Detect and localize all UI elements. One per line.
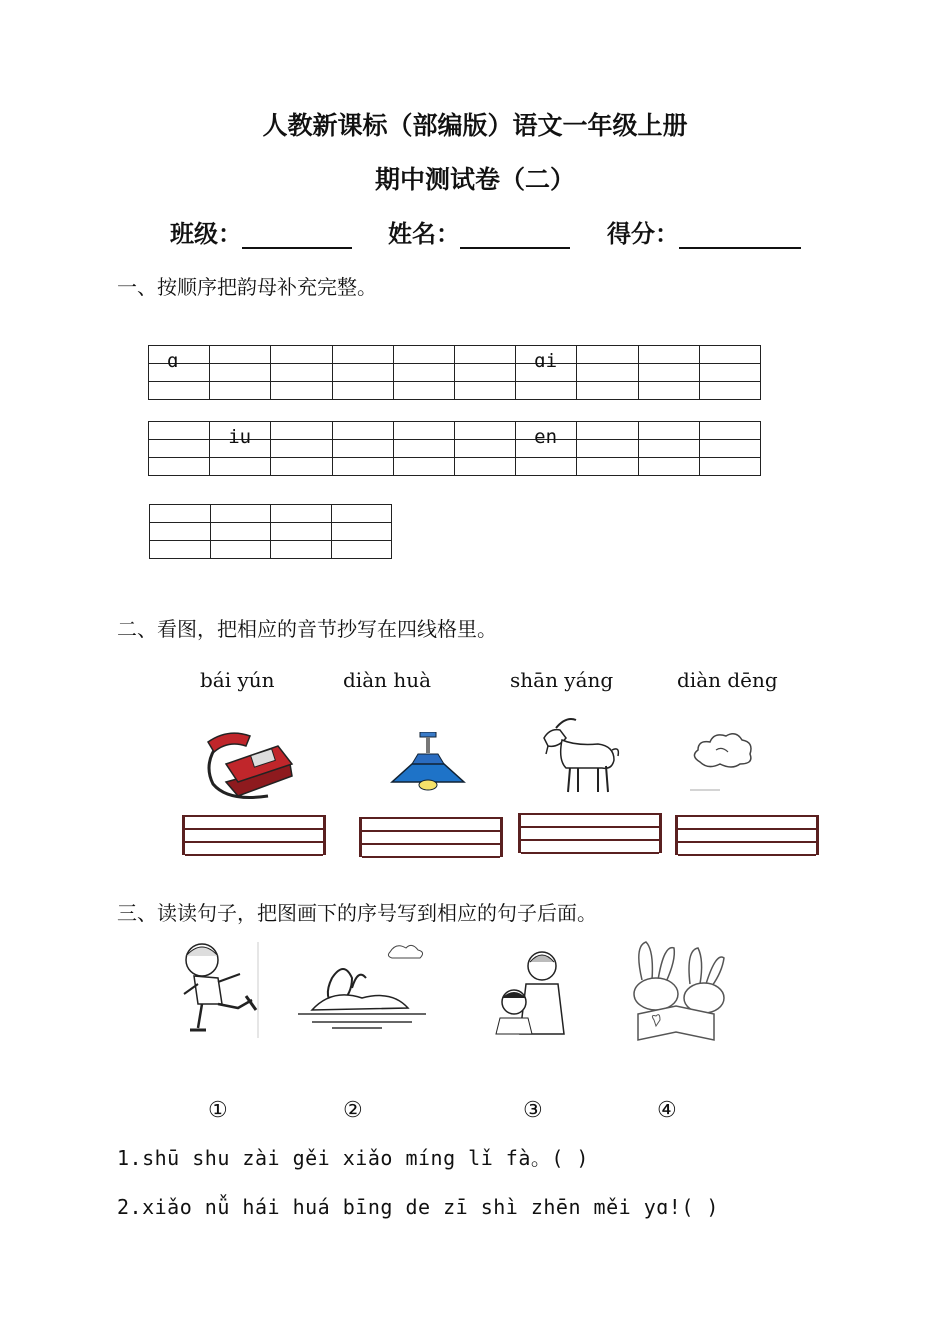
grid-cell[interactable] bbox=[516, 346, 577, 372]
fourline-grid-2[interactable] bbox=[359, 817, 503, 857]
grid-cell[interactable] bbox=[271, 505, 332, 523]
grid-cell[interactable] bbox=[149, 346, 210, 372]
picture-number-3: ③ bbox=[523, 1098, 543, 1123]
pinyin-shan-yang: shān yáng bbox=[510, 668, 614, 692]
cell-text: en bbox=[534, 426, 558, 448]
grid-cell[interactable] bbox=[577, 422, 638, 440]
barber-icon bbox=[492, 944, 582, 1036]
class-blank[interactable] bbox=[242, 221, 352, 249]
pinyin-dian-hua: diàn huà bbox=[343, 668, 432, 692]
grid-cell[interactable] bbox=[638, 346, 699, 364]
class-field bbox=[170, 214, 352, 249]
score-field bbox=[607, 214, 801, 249]
score-label: 得分： bbox=[607, 220, 679, 248]
swan-icon bbox=[292, 938, 432, 1032]
skater-icon bbox=[172, 938, 262, 1044]
grid-cell[interactable] bbox=[454, 422, 515, 440]
grid-cell[interactable] bbox=[454, 346, 515, 364]
grid-cell[interactable] bbox=[638, 422, 699, 440]
grid-cell[interactable] bbox=[210, 505, 271, 523]
cell-text: iu bbox=[228, 426, 252, 448]
fourline-grid-3[interactable] bbox=[518, 813, 662, 853]
pinyin-dian-deng: diàn dēng bbox=[677, 668, 778, 692]
cloud-icon bbox=[688, 726, 758, 792]
grid-cell[interactable] bbox=[210, 422, 271, 448]
name-blank[interactable] bbox=[460, 221, 570, 249]
vowel-grid-row1 bbox=[148, 345, 761, 400]
grid-cell[interactable] bbox=[393, 422, 454, 440]
grid-cell[interactable] bbox=[271, 346, 332, 364]
grid-cell[interactable] bbox=[332, 422, 393, 440]
grid-cell[interactable] bbox=[516, 422, 577, 448]
fourline-grid-4[interactable] bbox=[675, 815, 819, 855]
cell-text: ɑ bbox=[167, 350, 179, 372]
section3-heading: 三、读读句子，把图画下的序号写到相应的句子后面。 bbox=[117, 901, 597, 925]
grid-cell[interactable] bbox=[577, 346, 638, 364]
score-blank[interactable] bbox=[679, 221, 801, 249]
lamp-icon bbox=[388, 732, 468, 796]
rabbits-reading-icon bbox=[624, 936, 730, 1044]
grid-cell[interactable] bbox=[699, 422, 760, 440]
page-subtitle: 期中测试卷（二） bbox=[374, 165, 575, 194]
name-field bbox=[388, 214, 570, 249]
fourline-grid-1[interactable] bbox=[182, 815, 326, 855]
picture-number-2: ② bbox=[343, 1098, 363, 1123]
cell-text: ɑi bbox=[534, 350, 558, 372]
telephone-icon bbox=[198, 724, 298, 804]
class-label: 班级： bbox=[170, 220, 242, 248]
pinyin-bai-yun: bái yún bbox=[200, 668, 275, 692]
goat-icon bbox=[536, 716, 622, 798]
section2-heading: 二、看图，把相应的音节抄写在四线格里。 bbox=[117, 617, 497, 641]
grid-cell[interactable] bbox=[331, 505, 392, 523]
grid-cell[interactable] bbox=[150, 505, 211, 523]
sentence-2: 2.xiǎo nǚ hái huá bīng de zī shì zhēn měi yɑ!( ) bbox=[117, 1195, 719, 1219]
sentence-1: 1.shū shu zài gěi xiǎo míng lǐ fà。( ) bbox=[117, 1146, 589, 1170]
grid-cell[interactable] bbox=[271, 422, 332, 440]
vowel-grid-row3 bbox=[149, 504, 392, 559]
grid-cell[interactable] bbox=[393, 346, 454, 364]
picture-number-4: ④ bbox=[657, 1098, 677, 1123]
name-label: 姓名： bbox=[388, 220, 460, 248]
section1-heading: 一、按顺序把韵母补充完整。 bbox=[117, 275, 377, 299]
vowel-grid-row2 bbox=[148, 421, 761, 476]
page-title: 人教新课标（部编版）语文一年级上册 bbox=[262, 111, 688, 140]
grid-cell[interactable] bbox=[210, 346, 271, 364]
grid-cell[interactable] bbox=[332, 346, 393, 364]
grid-cell[interactable] bbox=[149, 422, 210, 440]
picture-number-1: ① bbox=[208, 1098, 228, 1123]
grid-cell[interactable] bbox=[699, 346, 760, 364]
